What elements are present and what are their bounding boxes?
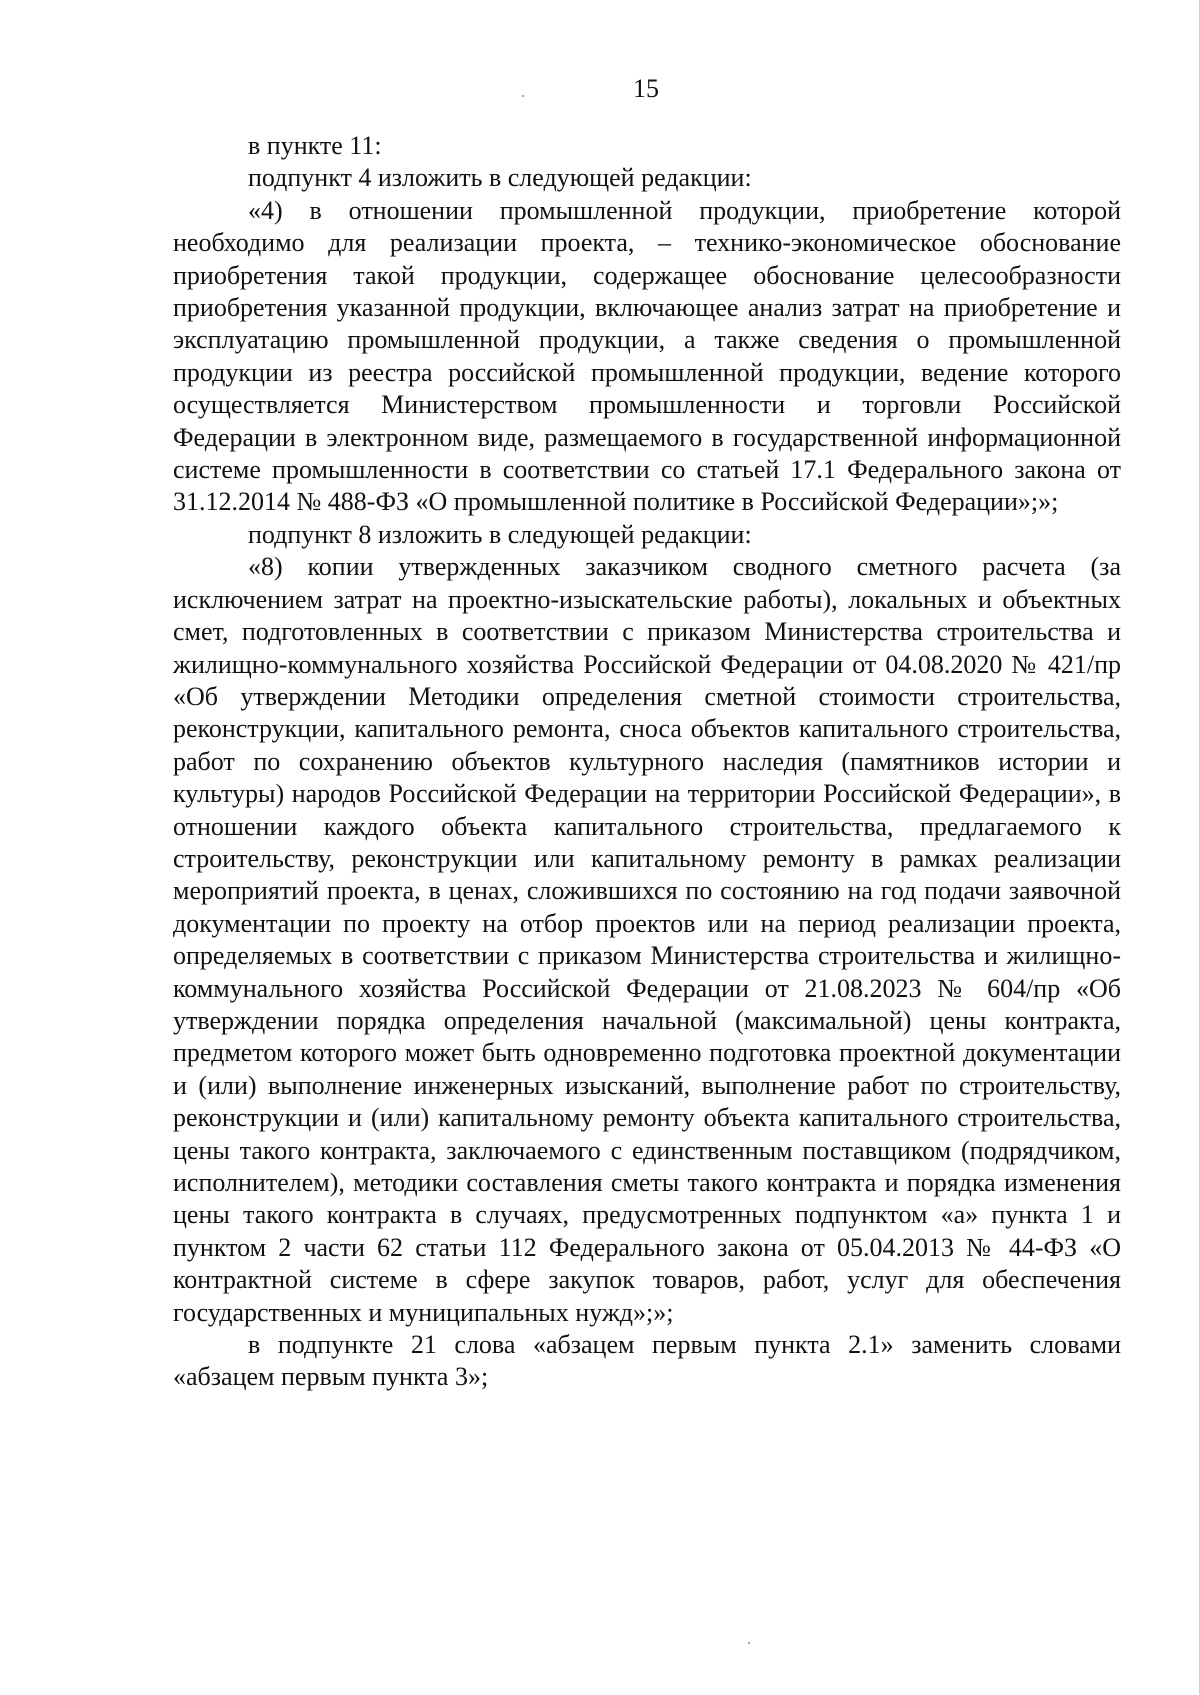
paragraph: в подпункте 21 слова «абзацем первым пункта 2.1» заменить словами «абзацем первым пункта 3»; (173, 1330, 1121, 1392)
document-body (173, 130, 1121, 1394)
scan-speck (748, 1642, 750, 1644)
paragraph: подпункт 8 изложить в следующей редакции: (248, 519, 752, 549)
paragraph: «8) копии утвержденных заказчиком сводного сметного расчета (за исключением затрат на проектно-изыскательские работы), локальных и объектных смет, подготовленных в соответствии с приказом Министерства строительства и жилищно-коммунального хозяйства Российской Федерации от 04.08.2020 № 421/пр «Об утверждении Методики определения сметной стоимости строительства, реконструкции, капитального ремонта, сноса объектов капитального строительства, работ по сохранению объектов культурного наследия (памятников истории и культуры) народов Российской Федерации на территории Российской Федерации», в отношении каждого объекта капитального строительства, предлагаемого к строительству, реконструкции или капитальному ремонту в рамках реализации мероприятий проекта, в ценах, сложившихся по состоянию на год подачи заявочной документации по проекту на отбор проектов или на период реализации проекта, определяемых в соответствии с приказом Министерства строительства и жилищно-коммунального хозяйства Российской Федерации от 21.08.2023 № 604/пр «Об утверждении порядка определения начальной (максимальной) цены контракта, предметом которого может быть одновременно подготовка проектной документации и (или) выполнение инженерных изысканий, выполнение работ по строительству, реконструкции и (или) капитальному ремонту объекта капитального строительства, цены такого контракта, заключаемого с единственным поставщиком (подрядчиком, исполнителем), методики составления сметы такого контракта и порядка изменения цены такого контракта в случаях, предусмотренных подпунктом «а» пункта 1 и пунктом 2 части 62 статьи 112 Федерального закона от 05.04.2013 № 44-ФЗ «О контрактной системе в сфере закупок товаров, работ, услуг для обеспечения государственных и муниципальных нужд»;»; (173, 552, 1121, 1327)
paragraph: подпункт 4 изложить в следующей редакции: (248, 163, 752, 193)
page-number: 15 (633, 74, 659, 103)
paragraph: «4) в отношении промышленной продукции, приобретение которой необходимо для реализации проекта, – технико-экономическое обоснование приобретения такой продукции, содержащее обоснование целесообразности приобретения указанной продукции, включающее анализ затрат на приобретение и эксплуатацию промышленной продукции, а также сведения о промышленной продукции из реестра российской промышленной продукции, ведение которого осуществляется Министерством промышленности и торговли Российской Федерации в электронном виде, размещаемого в государственной информационной системе промышленности в соответствии со статьей 17.1 Федерального закона от 31.12.2014 № 488-ФЗ «О промышленной политике в Российской Федерации»;»; (173, 195, 1121, 517)
paragraph: в пункте 11: (248, 131, 382, 160)
